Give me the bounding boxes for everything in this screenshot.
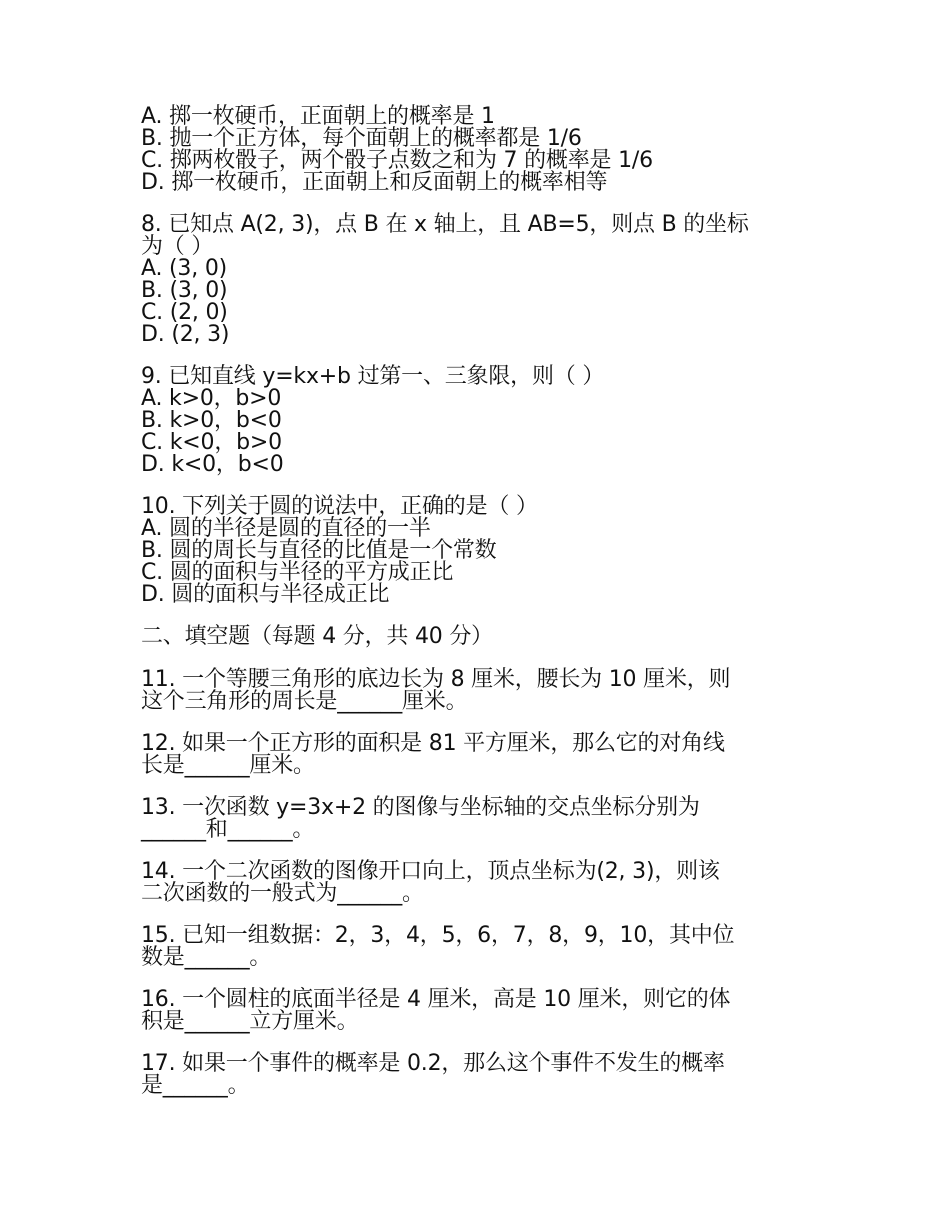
- question-line: 17. 如果一个事件的概率是 0.2，那么这个事件不发生的概率: [141, 1051, 725, 1076]
- option-b: B. (3, 0): [141, 278, 228, 303]
- question-line: 是______。: [141, 1073, 250, 1098]
- question-8: [141, 214, 809, 346]
- question-line: 14. 一个二次函数的图像开口向上，顶点坐标为(2, 3)，则该: [141, 859, 720, 884]
- option-d: D. k<0，b<0: [141, 452, 284, 477]
- option-b: B. 抛一个正方体，每个面朝上的概率都是 1/6: [141, 126, 582, 151]
- question-stem: 9. 已知直线 y=kx+b 过第一、三象限，则（ ）: [141, 364, 605, 389]
- question-stem: 8. 已知点 A(2, 3)，点 B 在 x 轴上，且 AB=5，则点 B 的坐标: [141, 212, 749, 237]
- question-line: 15. 已知一组数据：2，3，4，5，6，7，8，9，10，其中位: [141, 923, 735, 948]
- option-d: D. 圆的面积与半径成正比: [141, 582, 390, 607]
- question-line: 积是______立方厘米。: [141, 1009, 359, 1034]
- option-d: D. (2, 3): [141, 322, 230, 347]
- option-a: A. 掷一枚硬币，正面朝上的概率是 1: [141, 104, 495, 129]
- question-17: [141, 1053, 809, 1097]
- question-13: [141, 797, 809, 841]
- question-line: 长是______厘米。: [141, 753, 315, 778]
- question-12: [141, 733, 809, 777]
- question-line: 13. 一次函数 y=3x+2 的图像与坐标轴的交点坐标分别为: [141, 795, 700, 820]
- option-c: C. (2, 0): [141, 300, 228, 325]
- section-2-heading: [141, 626, 809, 648]
- option-a: A. (3, 0): [141, 256, 227, 281]
- option-c: C. 掷两枚骰子，两个骰子点数之和为 7 的概率是 1/6: [141, 148, 653, 173]
- option-a: A. 圆的半径是圆的直径的一半: [141, 516, 431, 541]
- question-line: 数是______。: [141, 945, 272, 970]
- option-c: C. 圆的面积与半径的平方成正比: [141, 560, 454, 585]
- question-15: [141, 925, 809, 969]
- question-line: ______和______。: [141, 817, 315, 842]
- question-9: [141, 366, 809, 476]
- question-14: [141, 861, 809, 905]
- question-11: [141, 669, 809, 713]
- question-line: 二次函数的一般式为______。: [141, 881, 424, 906]
- question-stem: 10. 下列关于圆的说法中，正确的是（ ）: [141, 494, 538, 519]
- question-7-options: [141, 106, 809, 194]
- question-line: 16. 一个圆柱的底面半径是 4 厘米，高是 10 厘米，则它的体: [141, 987, 731, 1012]
- question-line: 12. 如果一个正方形的面积是 81 平方厘米，那么它的对角线: [141, 731, 725, 756]
- option-d: D. 掷一枚硬币，正面朝上和反面朝上的概率相等: [141, 170, 608, 195]
- question-10: [141, 496, 809, 606]
- question-16: [141, 989, 809, 1033]
- option-a: A. k>0，b>0: [141, 386, 282, 411]
- question-line: 这个三角形的周长是______厘米。: [141, 689, 468, 714]
- option-b: B. 圆的周长与直径的比值是一个常数: [141, 538, 497, 563]
- question-stem-continued: 为（ ）: [141, 234, 214, 259]
- question-line: 11. 一个等腰三角形的底边长为 8 厘米，腰长为 10 厘米，则: [141, 667, 731, 692]
- worksheet-page: [141, 106, 809, 1117]
- section-title: 二、填空题（每题 4 分，共 40 分）: [141, 624, 493, 649]
- option-b: B. k>0，b<0: [141, 408, 282, 433]
- option-c: C. k<0，b>0: [141, 430, 282, 455]
